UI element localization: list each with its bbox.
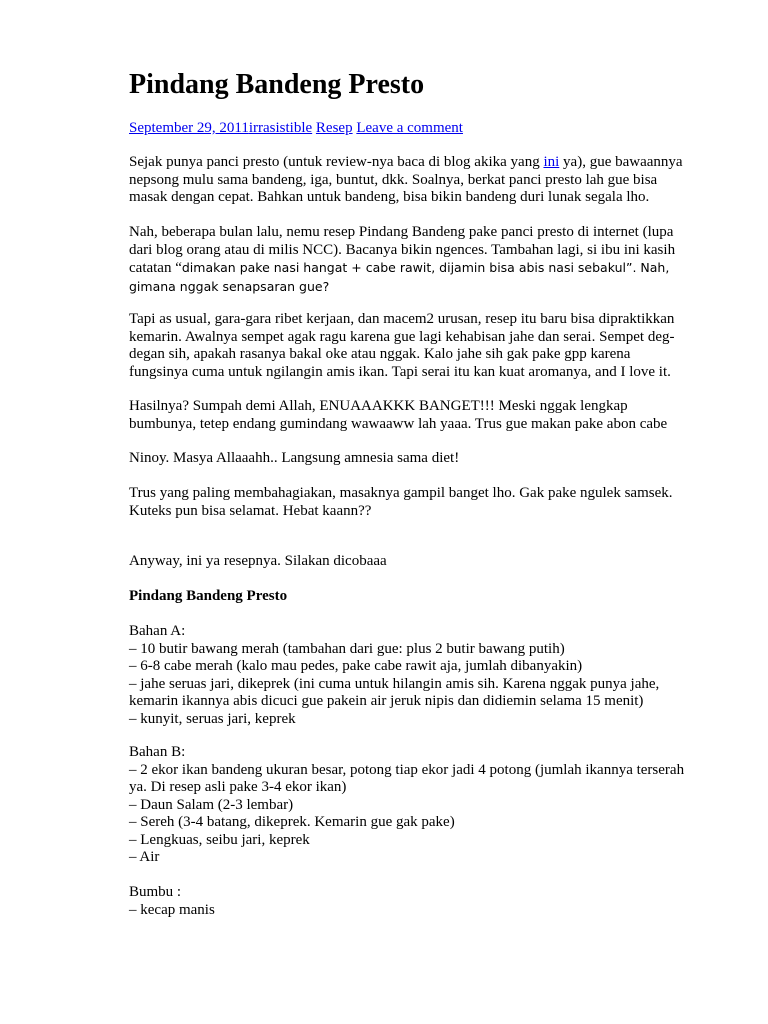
post-author: irrasistible (248, 120, 313, 136)
paragraph-7: Anyway, ini ya resepnya. Silakan dicobaaa (129, 553, 387, 569)
review-link[interactable]: ini (543, 154, 560, 170)
paragraph-5: Ninoy. Masya Allaaahh.. Langsung amnesia sama diet! (129, 450, 460, 466)
post-date-link[interactable] (129, 120, 312, 136)
quoted-note: dimakan pake nasi hangat + cabe rawit, dijamin bisa abis nasi sebakul (181, 260, 626, 275)
paragraph-1 (129, 154, 689, 207)
paragraph-4: Hasilnya? Sumpah demi Allah, ENUAAAKKK BANGET!!! Meski nggak lengkap bumbunya, tetep endang gumindang wawaaww lah yaaa. Trus gue makan pake abon cabe (129, 398, 668, 432)
category-link[interactable]: Resep (315, 120, 353, 136)
ingredients-b: Bahan B: – 2 ekor ikan bandeng ukuran besar, potong tiap ekor jadi 4 potong (jumlah ikannya terserah ya. Di resep asli pake 3-4 ekor ikan) – Daun Salam (2-3 lembar) – Sereh (3-4 batang, dikeprek. Kemarin gue gak pake) – Lengkuas, seibu jari, keprek – Air (129, 744, 685, 865)
seasoning: Bumbu : – kecap manis (129, 884, 215, 918)
paragraph-1-text-a: Sejak punya panci presto (untuk review-nya baca di blog akika yang (129, 154, 544, 170)
paragraph-1-text-b: ya), gue bawaannya nepsong mulu sama bandeng, iga, buntut, dkk. Soalnya, berkat panci presto lah gue bisa masak dengan cepat. Bahkan untuk bandeng, bisa bikin bandeng duri lunak segala lho. (129, 154, 683, 205)
paragraph-2 (129, 224, 689, 296)
leave-comment-link[interactable]: Leave a comment (356, 120, 463, 136)
paragraph-6: Trus yang paling membahagiakan, masaknya gampil banget lho. Gak pake ngulek samsek. Kuteks pun bisa selamat. Hebat kaann?? (129, 485, 673, 519)
paragraph-2-text-a: Nah, beberapa bulan lalu, nemu resep Pindang Bandeng pake panci presto di internet (lupa dari blog orang atau di milis NCC). Bacanya bikin ngences. Tambahan lagi, si ibu ini kasih catatan “ (129, 224, 676, 276)
post-date: September 29, 2011 (129, 120, 249, 136)
ingredients-a: Bahan A: – 10 butir bawang merah (tambahan dari gue: plus 2 butir bawang putih) – 6-8 cabe merah (kalo mau pedes, pake cabe rawit aja, jumlah dibanyakin) – jahe seruas jari, dikeprek (ini cuma untuk hilangin amis sih. Karena nggak punya jahe, kemarin ikannya abis dicuci gue pakein air jeruk nipis dan didiemin selama 15 menit) – kunyit, seruas jari, keprek (129, 623, 660, 727)
post-title: Pindang Bandeng Presto (129, 69, 425, 100)
recipe-title: Pindang Bandeng Presto (129, 588, 288, 604)
paragraph-3: Tapi as usual, gara-gara ribet kerjaan, dan macem2 urusan, resep itu baru bisa dipraktikkan kemarin. Awalnya sempet agak ragu karena gue lagi kehabisan jahe dan serai. Sempet deg-degan sih, apakah rasanya bakal oke atau nggak. Kalo jahe sih gak pake gpp karena fungsinya cuma untuk ngilangin amis ikan. Tapi serai itu kan kuat aromanya, and I love it. (129, 311, 675, 380)
paragraph-2-text-b: ”. Nah, gimana nggak senapsaran gue? (129, 260, 670, 294)
post-meta (129, 120, 689, 138)
